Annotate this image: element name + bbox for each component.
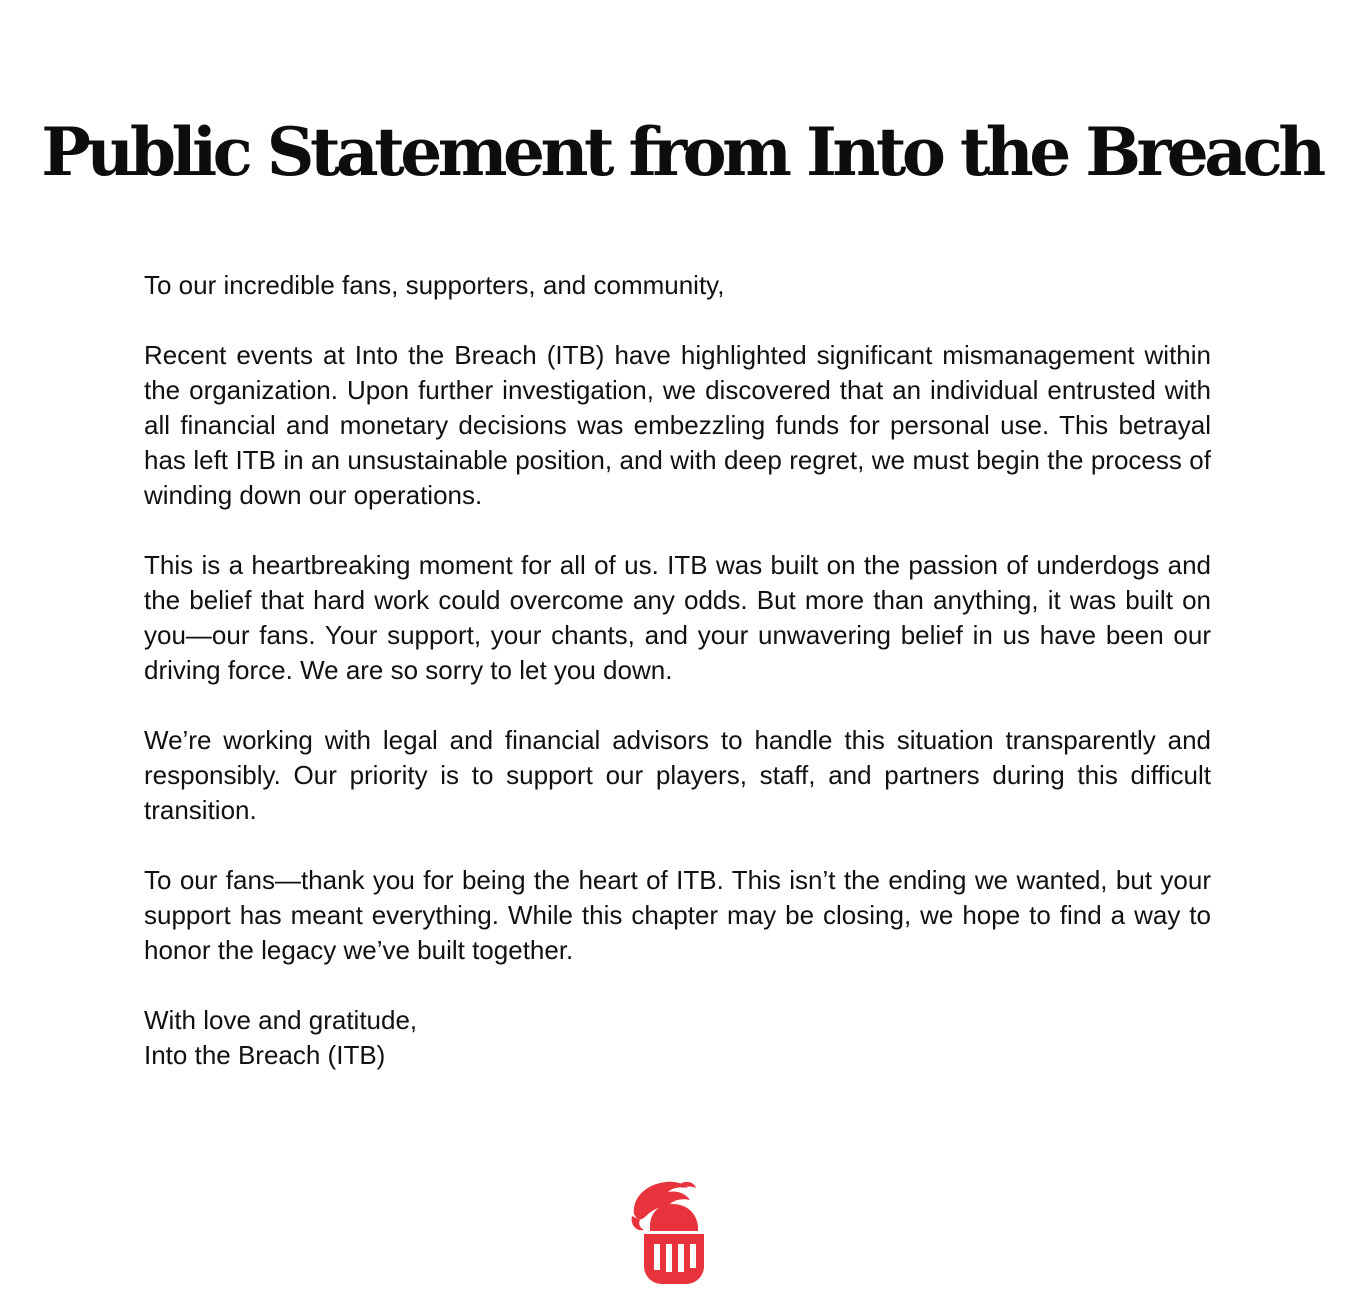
helmet-crest [680,1182,696,1188]
signature: Into the Breach (ITB) [144,1040,386,1070]
paragraph-2: This is a heartbreaking moment for all of us. ITB was built on the passion of underdogs and the belief that hard work could overcome any odds. But more than anything, it was built on you—our fans. Your support, your chants, and your unwavering belief in us have been our driving force. We are so sorry to let you down. [144,550,1211,685]
helmet-face [644,1234,704,1284]
paragraph-1: Recent events at Into the Breach (ITB) have highlighted significant mismanagement within the organization. Upon further investigation, we discovered that an individual entrusted with all financial and monetary decisions was embezzling funds for personal use. This betrayal has left ITB in an unsustainable position, and with deep regret, we must begin the process of winding down our operations. [144,340,1211,510]
paragraph-4: To our fans—thank you for being the heart of ITB. This isn’t the ending we wanted, but your support has meant everything. While this chapter may be closing, we hope to find a way to honor the legacy we’ve built together. [144,865,1211,965]
paragraph-3: We’re working with legal and financial advisors to handle this situation transparently and responsibly. Our priority is to support our players, staff, and partners during this difficult transition. [144,725,1211,825]
page-title: Public Statement from Into the Breach [41,113,1322,191]
statement-body [144,268,1211,1073]
closing: With love and gratitude, [144,1005,418,1035]
knight-helmet-icon [628,1178,714,1286]
salutation: To our incredible fans, supporters, and community, [144,270,725,300]
